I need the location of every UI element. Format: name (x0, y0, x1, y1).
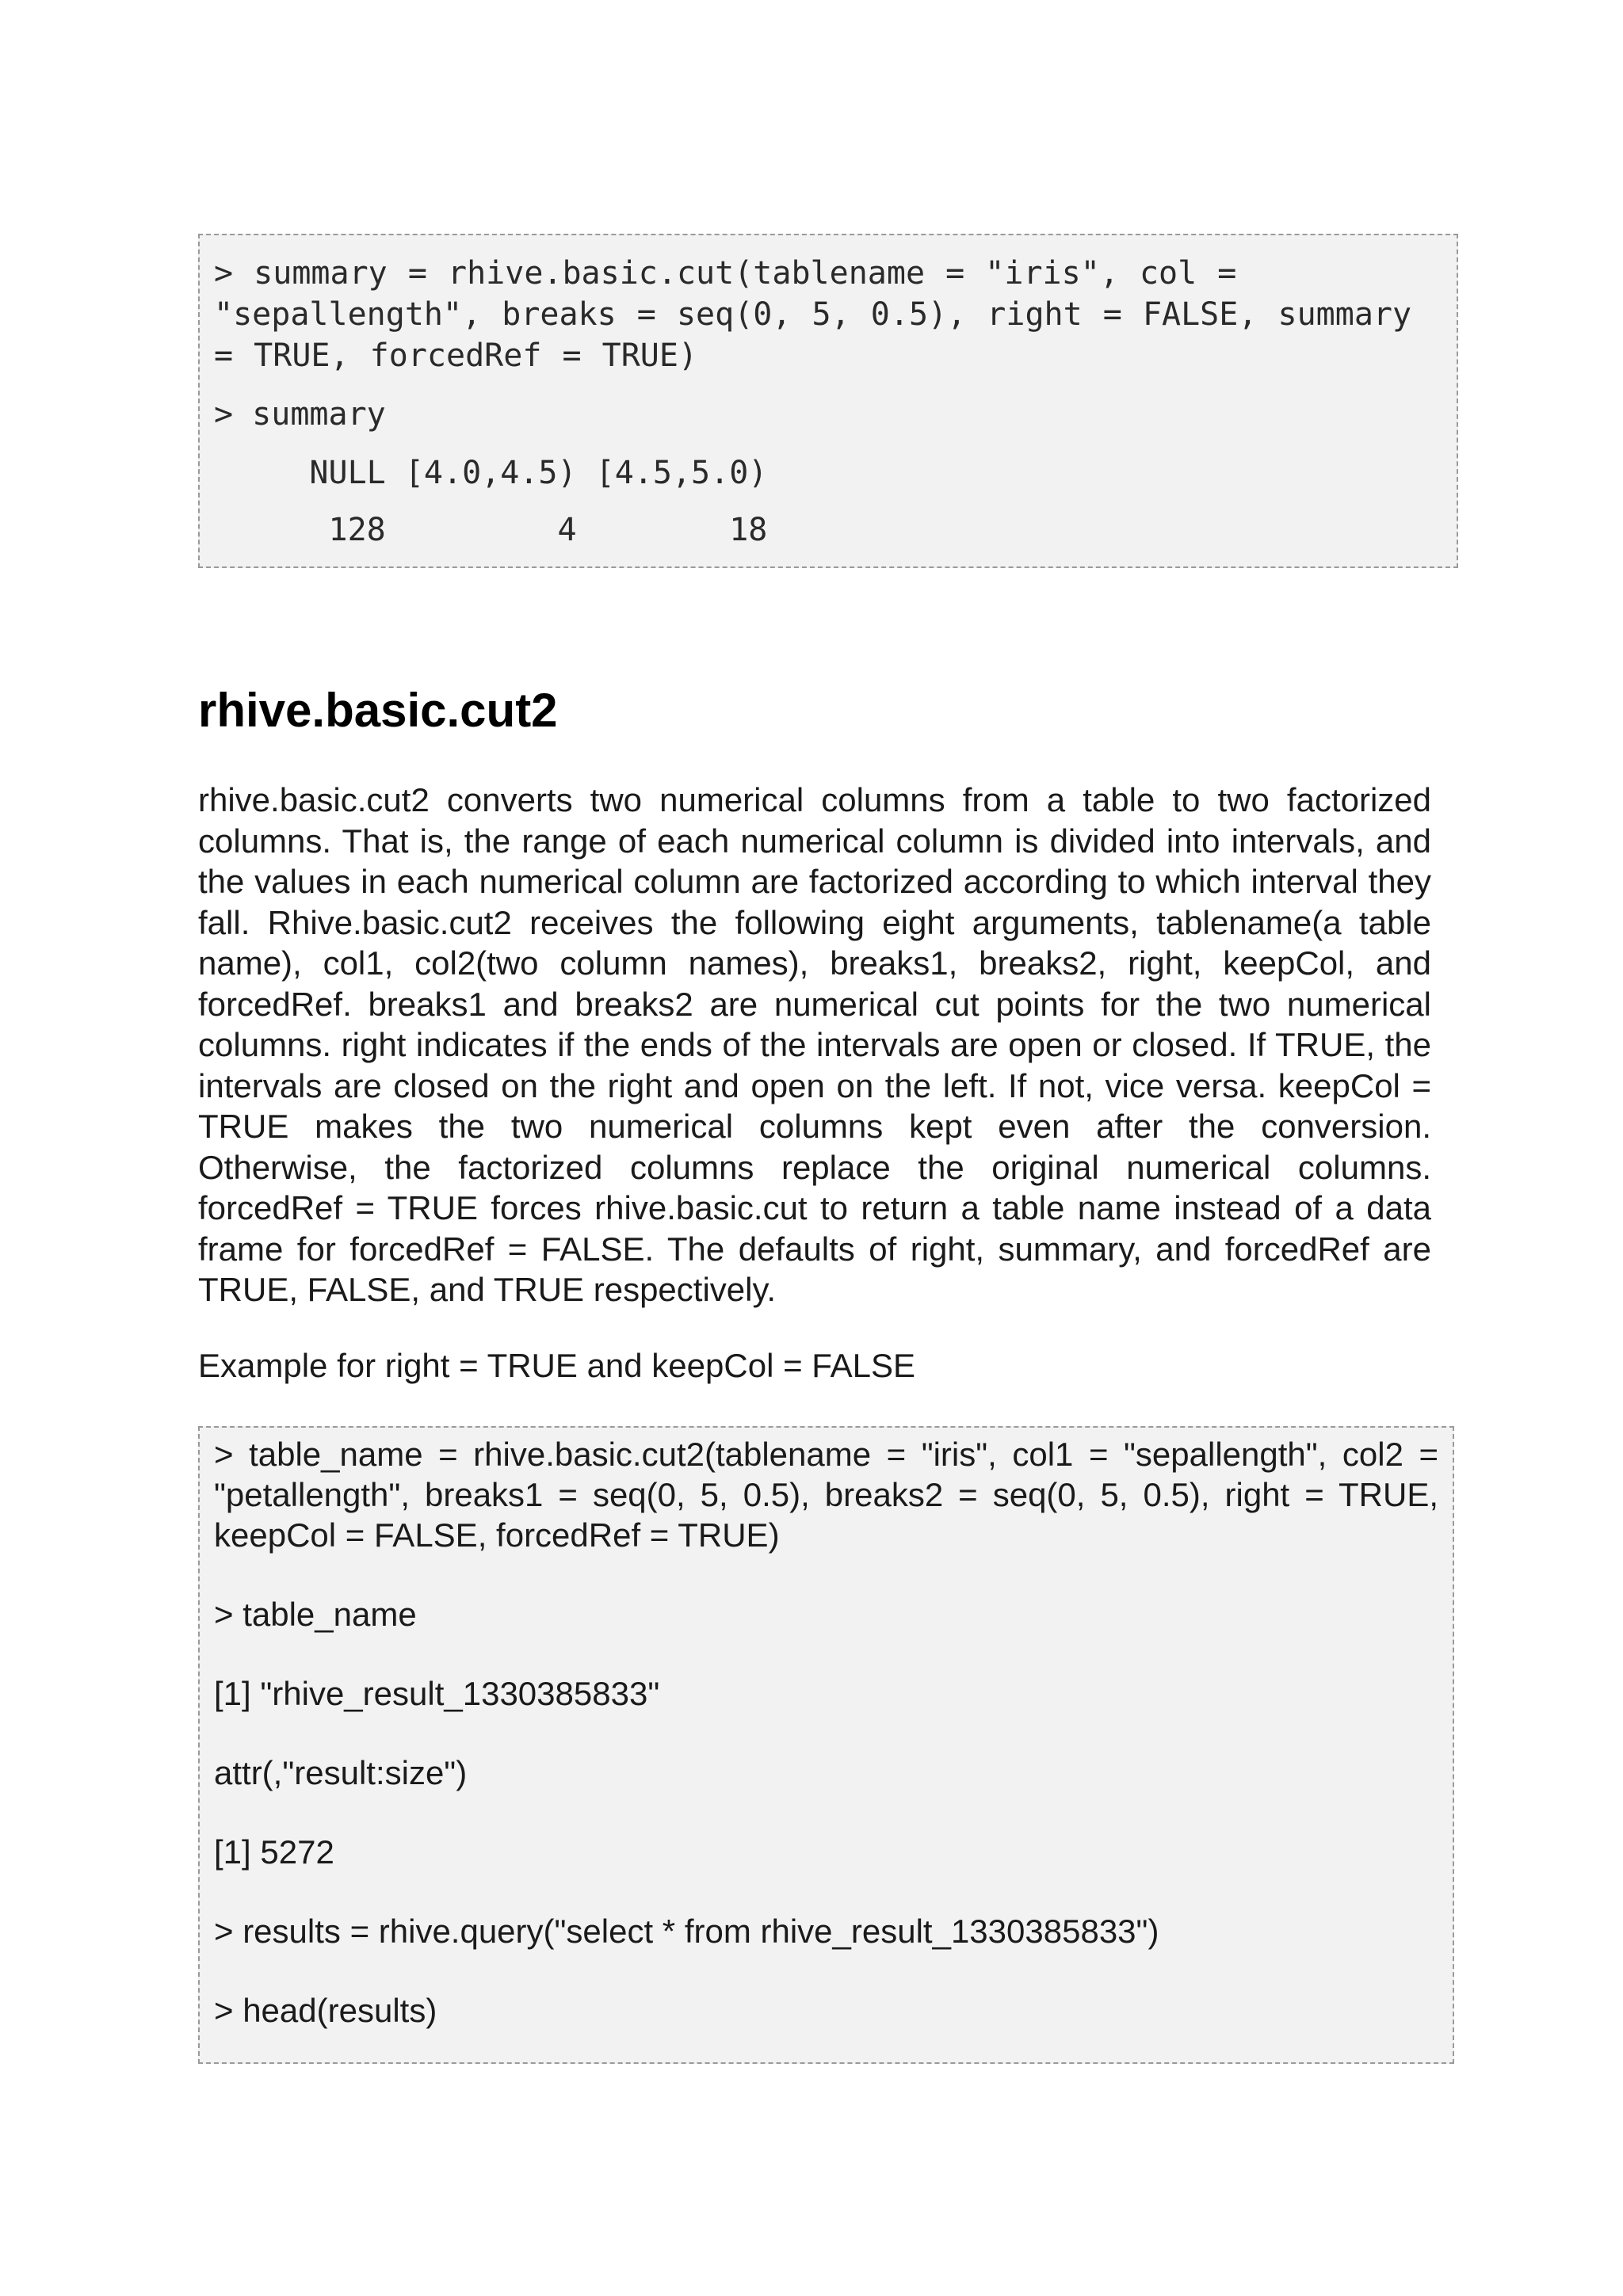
code-line: [1] 5272 (214, 1833, 334, 1871)
code-block-example (198, 1426, 1454, 2064)
code-line: [1] "rhive_result_1330385833" (214, 1675, 660, 1712)
section-heading: rhive.basic.cut2 (198, 684, 558, 737)
example-label: Example for right = TRUE and keepCol = FALSE (198, 1347, 916, 1384)
code-command: > summary = rhive.basic.cut(tablename = "iris", col = "sepallength", breaks = seq(0, 5, 0.5), right = FALSE, summary = TRUE, forcedRef = TRUE) (214, 255, 1412, 374)
code-line: > head(results) (214, 1992, 437, 2029)
section-paragraph: rhive.basic.cut2 converts two numerical columns from a table to two factorized columns. That is, the range of each numerical column is divided into intervals, and the values in each numerical column are factorized according to which interval they fall. Rhive.basic.cut2 receives the following eight arguments, tablename(a table name), col1, col2(two column names), breaks1, breaks2, right, keepCol, and forcedRef. breaks1 and breaks2 are numerical cut points for the two numerical columns. right indicates if the ends of the intervals are open or closed. If TRUE, the intervals are closed on the right and open on the left. If not, vice versa. keepCol = TRUE makes the two numerical columns kept even after the conversion. Otherwise, the factorized columns replace the original numerical columns. forcedRef = TRUE forces rhive.basic.cut to return a table name instead of a data frame for forcedRef = FALSE. The defaults of right, summary, and forcedRef are TRUE, FALSE, and TRUE respectively. (198, 781, 1431, 1308)
code-output-header: NULL [4.0,4.5) [4.5,5.0) (214, 455, 768, 491)
code-command: > table_name = rhive.basic.cut2(tablename = "iris", col1 = "sepallength", col2 = "petallength", breaks1 = seq(0, 5, 0.5), breaks2 = seq(0, 5, 0.5), right = TRUE, keepCol = FALSE, forcedRef = TRUE) (214, 1436, 1438, 1554)
code-line: attr(,"result:size") (214, 1754, 468, 1791)
code-command: > summary (214, 396, 386, 433)
code-line: > results = rhive.query("select * from rhive_result_1330385833") (214, 1913, 1159, 1950)
code-line: > table_name (214, 1596, 417, 1633)
code-block-summary (198, 234, 1458, 568)
code-output-values: 128 4 18 (214, 512, 768, 548)
